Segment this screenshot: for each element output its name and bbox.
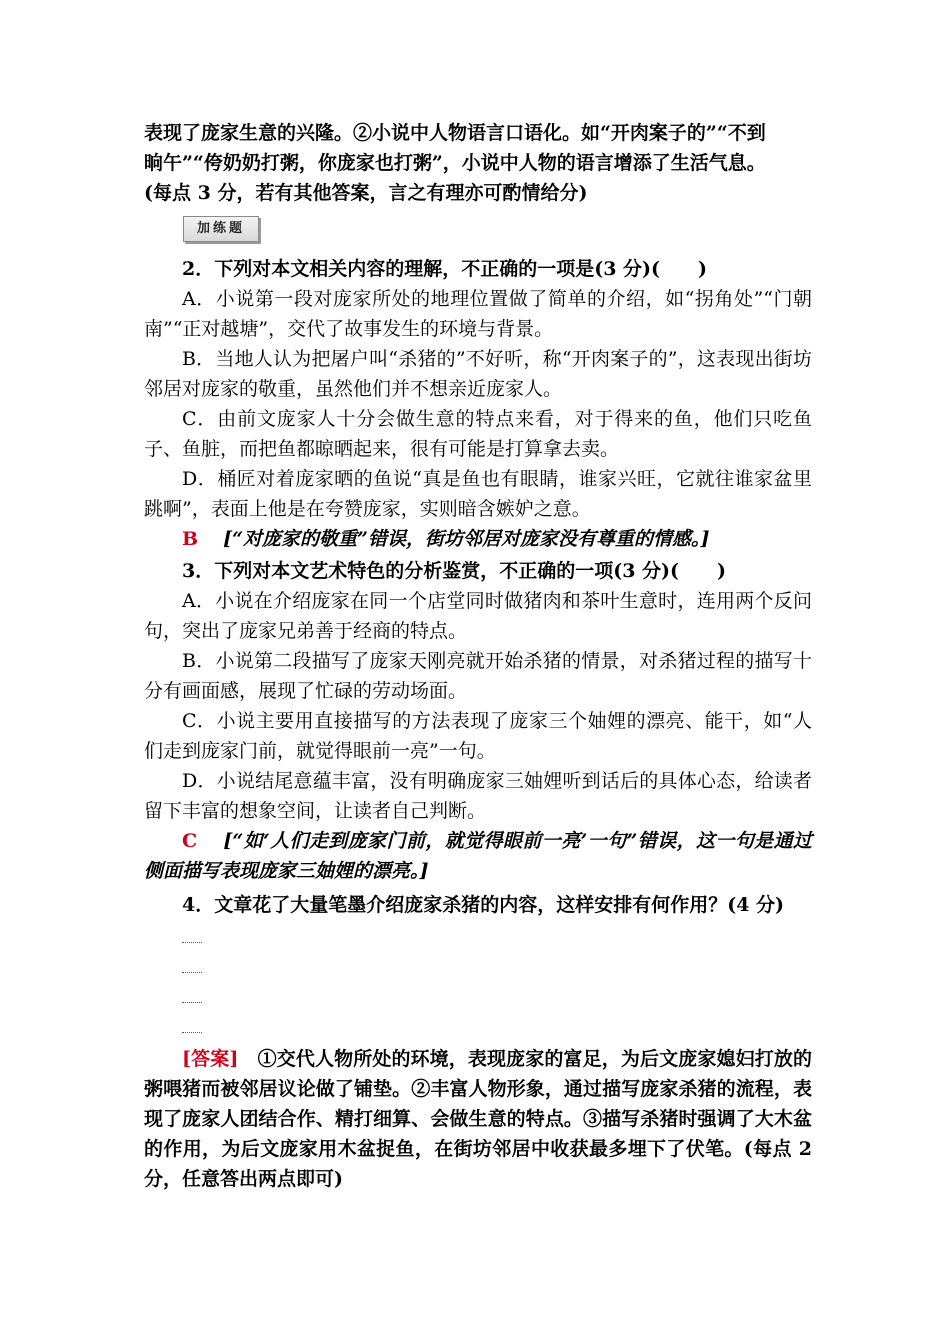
question-stem: 3．下列对本文艺术特色的分析鉴赏，不正确的一项(3 分)( ) [182, 560, 727, 582]
option-a: A．小说在介绍庞家在同一个店堂同时做猪肉和茶叶生意时，连用两个反问句，突出了庞家兄弟善于经商的特点。 [144, 590, 812, 642]
option-b: B．当地人认为把屠户叫“杀猪的”不好听，称“开肉案子的”，这表现出街坊邻居对庞家的敬重，虽然他们并不想亲近庞家人。 [144, 348, 812, 400]
question-3 [144, 556, 812, 886]
question-stem: 4．文章花了大量笔墨介绍庞家杀猪的内容，这样安排有何作用？(4 分) [182, 894, 785, 916]
text-line: 晌午”“侉奶奶打粥，你庞家也打粥”，小说中人物的语言增添了生活气息。 [144, 152, 766, 174]
question-stem: 2．下列对本文相关内容的理解，不正确的一项是(3 分)( ) [182, 258, 708, 280]
answer-label: [答案] [182, 1048, 239, 1070]
text-line: 表现了庞家生意的兴隆。②小说中人物语言口语化。如“开肉案子的”“不到 [144, 122, 766, 144]
answer-text: ①交代人物所处的环境，表现庞家的富足，为后文庞家媳妇打放的粥喂猪而被邻居议论做了铺垫。②丰富人物形象，通过描写庞家杀猪的流程，表现了庞家人团结合作、精打细算、会做生意的特点。③描写杀猪时强调了大木盆的作用，为后文庞家用木盆捉鱼，在街坊邻居中收获最多埋下了伏笔。(每点 2 分，任意答出两点即可) [144, 1048, 812, 1190]
answer-blank-line [182, 1002, 202, 1003]
answer-line [144, 524, 812, 554]
answer-explanation: [“如‘人们走到庞家门前，就觉得眼前一亮’一句”错误，这一句是通过侧面描写表现庞家三妯娌的漂亮。] [144, 830, 812, 882]
option-b: B．小说第二段描写了庞家天刚亮就开始杀猪的情景，对杀猪过程的描写十分有画面感，展现了忙碌的劳动场面。 [144, 650, 812, 702]
option-d: D．小说结尾意蕴丰富，没有明确庞家三妯娌听到话后的具体心态，给读者留下丰富的想象空间，让读者自己判断。 [144, 770, 812, 822]
answer-blank-line [182, 942, 202, 943]
answer-line [144, 826, 812, 886]
option-c: C．由前文庞家人十分会做生意的特点来看，对于得来的鱼，他们只吃鱼子、鱼脏，而把鱼都晾晒起来，很有可能是打算拿去卖。 [144, 408, 812, 460]
answer-blank-line [182, 1032, 202, 1033]
previous-answer-continuation [144, 118, 812, 208]
answer-explanation: [“对庞家的敬重”错误，街坊邻居对庞家没有尊重的情感。] [223, 528, 710, 550]
option-a: A．小说第一段对庞家所处的地理位置做了简单的介绍，如“拐角处”“门朝南”“正对越塘”，交代了故事发生的环境与背景。 [144, 288, 812, 340]
answer-letter: B [182, 528, 199, 550]
option-d: D．桶匠对着庞家晒的鱼说“真是鱼也有眼睛，谁家兴旺，它就往谁家盆里跳啊”，表面上他是在夸赞庞家，实则暗含嫉妒之意。 [144, 468, 812, 520]
answer-letter: C [182, 830, 198, 852]
question-4-answer [144, 1044, 812, 1194]
section-tag: 加练题 [183, 216, 259, 242]
question-2 [144, 254, 812, 554]
option-c: C．小说主要用直接描写的方法表现了庞家三个妯娌的漂亮、能干，如“人们走到庞家门前，就觉得眼前一亮”一句。 [144, 710, 812, 762]
scoring-note: (每点 3 分，若有其他答案，言之有理亦可酌情给分) [144, 182, 588, 204]
answer-blank-line [182, 972, 202, 973]
question-4 [144, 890, 812, 920]
